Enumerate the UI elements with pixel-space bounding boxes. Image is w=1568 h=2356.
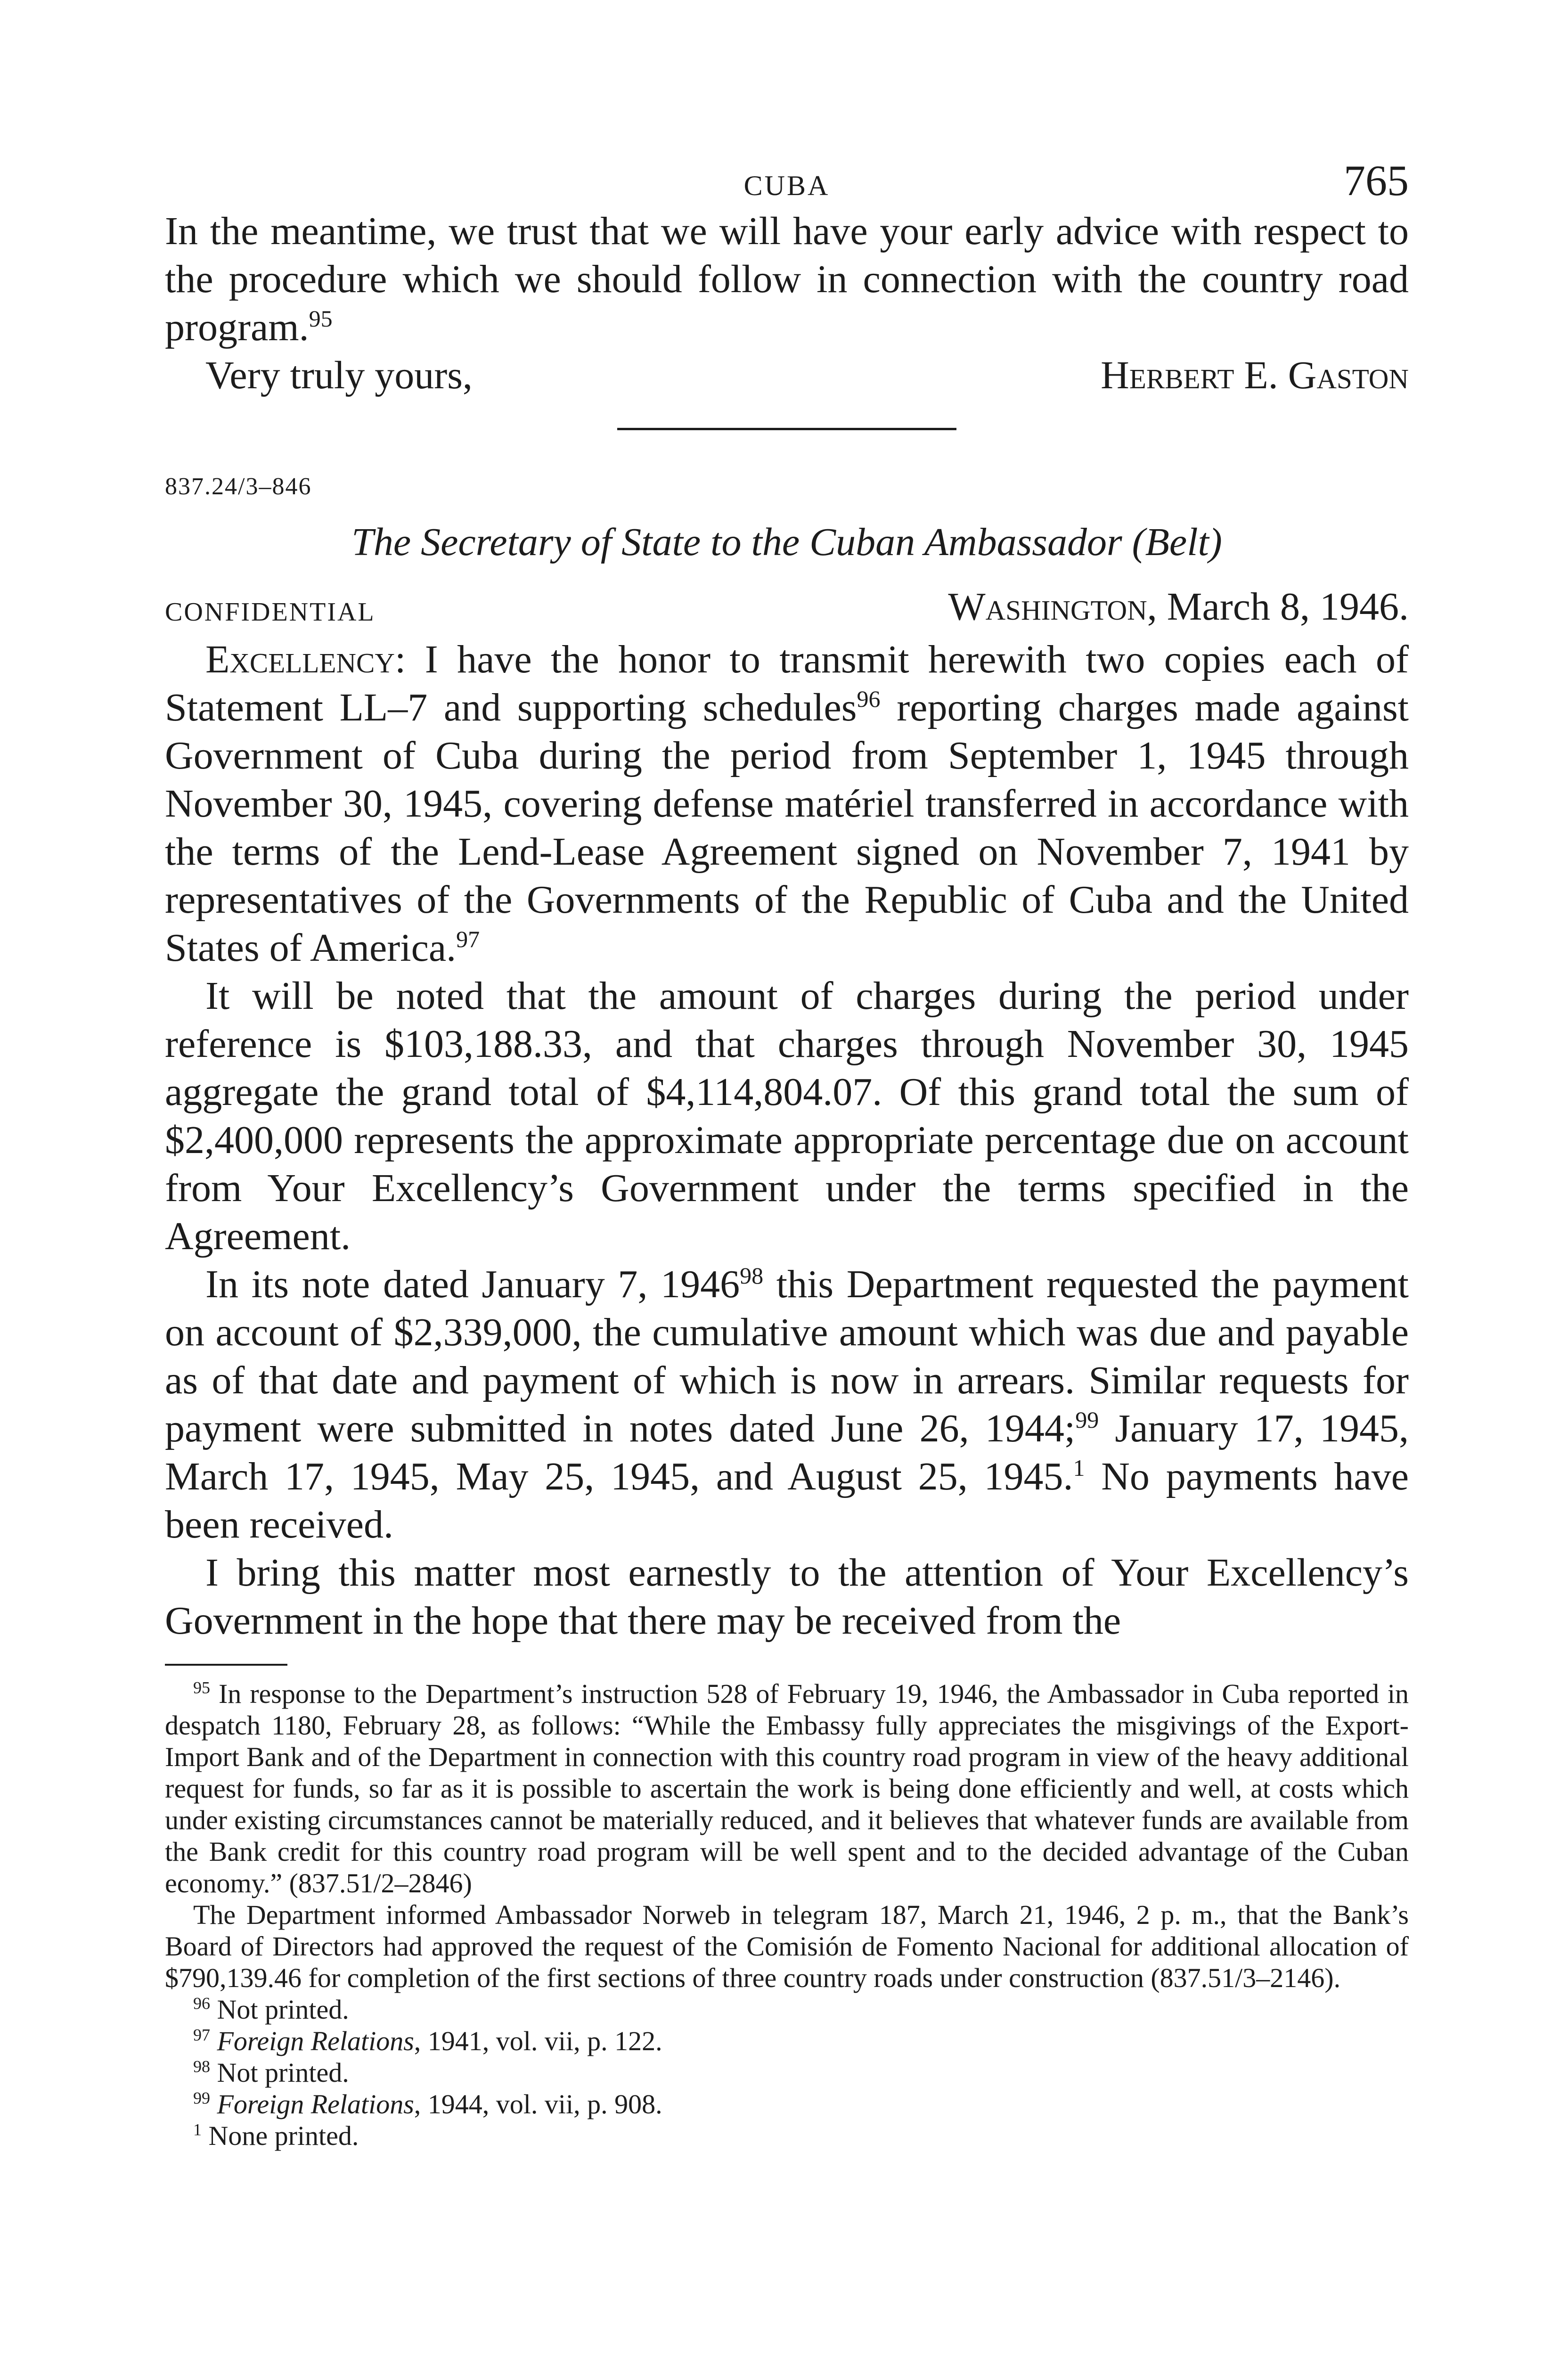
paragraph-1-text-a: : I have the honor to transmit herewith two copies each of Statement LL–7 and supporting schedules <box>165 638 1409 729</box>
footnote-99 <box>165 2088 1409 2120</box>
file-number: 837.24/3–846 <box>165 473 312 500</box>
footnote-97-title: Foreign Relations <box>217 2026 414 2056</box>
page-number: 765 <box>1344 156 1409 205</box>
paragraph-3-text-c: January 17, 1945, March 17, 1945, May 25, 1945, and August 25, 1945. <box>165 1407 1409 1498</box>
paragraph-1 <box>165 636 1409 972</box>
footnote-98-text: Not printed. <box>217 2057 349 2088</box>
document-title: The Secretary of State to the Cuban Ambassador (Belt) <box>351 520 1222 564</box>
footnote-95-text: In response to the Department’s instruction 528 of February 19, 1946, the Ambassador in Cuba reported in despatch 1180, February 28, as follows: “While the Embassy fully appreciates the misgivings of the Export-Import Bank and of the Department in connection with this country road program in view of the heavy additional request for funds, so far as it is possible to ascertain the work is being done efficiently and well, at costs which under existing circumstances cannot be materially reduced, and it believes that whatever funds are available from the Bank credit for this country road program will be well spent and to the decided advantage of the Cuban economy.” (837.51/2–2846) <box>165 1678 1409 1898</box>
paragraph-3-text-b: this Department requested the payment on account of $2,339,000, the cumulative amount which was due and payable as of that date and payment of which is now in arrears. Similar requests for payment were submitted in notes dated June 26, 1944; <box>165 1262 1409 1450</box>
footnote-1 <box>165 2120 1409 2151</box>
running-head: CUBA <box>743 170 830 201</box>
date: , March 8, 1946. <box>1147 585 1409 629</box>
footnote-divider <box>165 1664 287 1666</box>
paragraph-3-text-d: No payments have been received. <box>165 1455 1409 1546</box>
footnote-number: 1 <box>193 2120 202 2139</box>
page-header <box>165 155 1409 207</box>
footnote-1-text: None printed. <box>208 2120 359 2151</box>
paragraph-2: It will be noted that the amount of charges during the period under reference is $103,188.33, and that charges through November 30, 1945 aggregate the grand total of $4,114,804.07. Of this grand total the sum of $2,400,000 represents the approximate appropriate percentage due on account from Your Excellency’s Government under the terms specified in the Agreement. <box>165 974 1409 1258</box>
footnote-95-continuation: The Department informed Ambassador Norweb in telegram 187, March 21, 1946, 2 p. m., that the Bank’s Board of Directors had approved the request of the Comisión de Fomento Nacional for additional allocation of $790,139.46 for completion of the first sections of three country roads under construction (837.51/3–2146). <box>165 1899 1409 1993</box>
footnote-number: 99 <box>193 2088 210 2108</box>
footnote-number: 95 <box>193 1678 210 1697</box>
paragraph-1-text-b: reporting charges made against Government of Cuba during the period from September 1, 1945 through November 30, 1945, covering defense matériel transferred in accordance with the terms of the Lend-Lease Agreement signed on November 7, 1941 by representatives of the Governments of the Republic of Cuba and the United States of America. <box>165 686 1409 970</box>
footnote-99-title: Foreign Relations <box>217 2089 414 2119</box>
footnote-ref-97: 97 <box>456 926 480 952</box>
footnote-ref-99: 99 <box>1075 1407 1099 1433</box>
footnote-number: 97 <box>193 2025 210 2045</box>
footnote-ref-95: 95 <box>309 305 333 332</box>
salutation: Excellency <box>205 638 395 681</box>
footnote-96 <box>165 1994 1409 2025</box>
footnotes <box>165 1678 1409 2151</box>
valediction: Very truly yours, <box>205 353 473 397</box>
paragraph-3 <box>165 1260 1409 1549</box>
classification: CONFIDENTIAL <box>165 597 376 627</box>
letter-final-paragraph <box>165 207 1409 352</box>
letter-closing-text <box>165 207 1409 352</box>
place-date <box>948 584 1409 630</box>
letter-final-text: In the meantime, we trust that we will have your early advice with respect to the procedure which we should follow in connection with the country road program. <box>165 209 1409 349</box>
paragraph-4: I bring this matter most earnestly to the attention of Your Excellency’s Government in the hope that there may be received from the <box>165 1551 1409 1643</box>
place: Washington <box>948 585 1147 629</box>
footnote-97 <box>165 2025 1409 2057</box>
footnote-97-text: , 1941, vol. vii, p. 122. <box>414 2026 662 2056</box>
footnote-ref-1: 1 <box>1073 1455 1085 1481</box>
footnote-95 <box>165 1678 1409 1899</box>
section-divider <box>617 428 956 430</box>
footnote-ref-98: 98 <box>740 1262 764 1289</box>
footnote-number: 98 <box>193 2057 210 2076</box>
letter-closing <box>165 352 1409 400</box>
document-page <box>165 155 1409 2151</box>
footnote-ref-96: 96 <box>857 686 881 712</box>
paragraph-3-text-a: In its note dated January 7, 1946 <box>205 1262 740 1306</box>
footnote-96-text: Not printed. <box>217 1994 349 2025</box>
signature: Herbert E. Gaston <box>1101 353 1409 397</box>
note-body <box>165 636 1409 1645</box>
footnote-99-text: , 1944, vol. vii, p. 908. <box>414 2089 662 2119</box>
dateline <box>165 584 1409 636</box>
footnote-number: 96 <box>193 1994 210 2013</box>
footnote-98 <box>165 2057 1409 2088</box>
